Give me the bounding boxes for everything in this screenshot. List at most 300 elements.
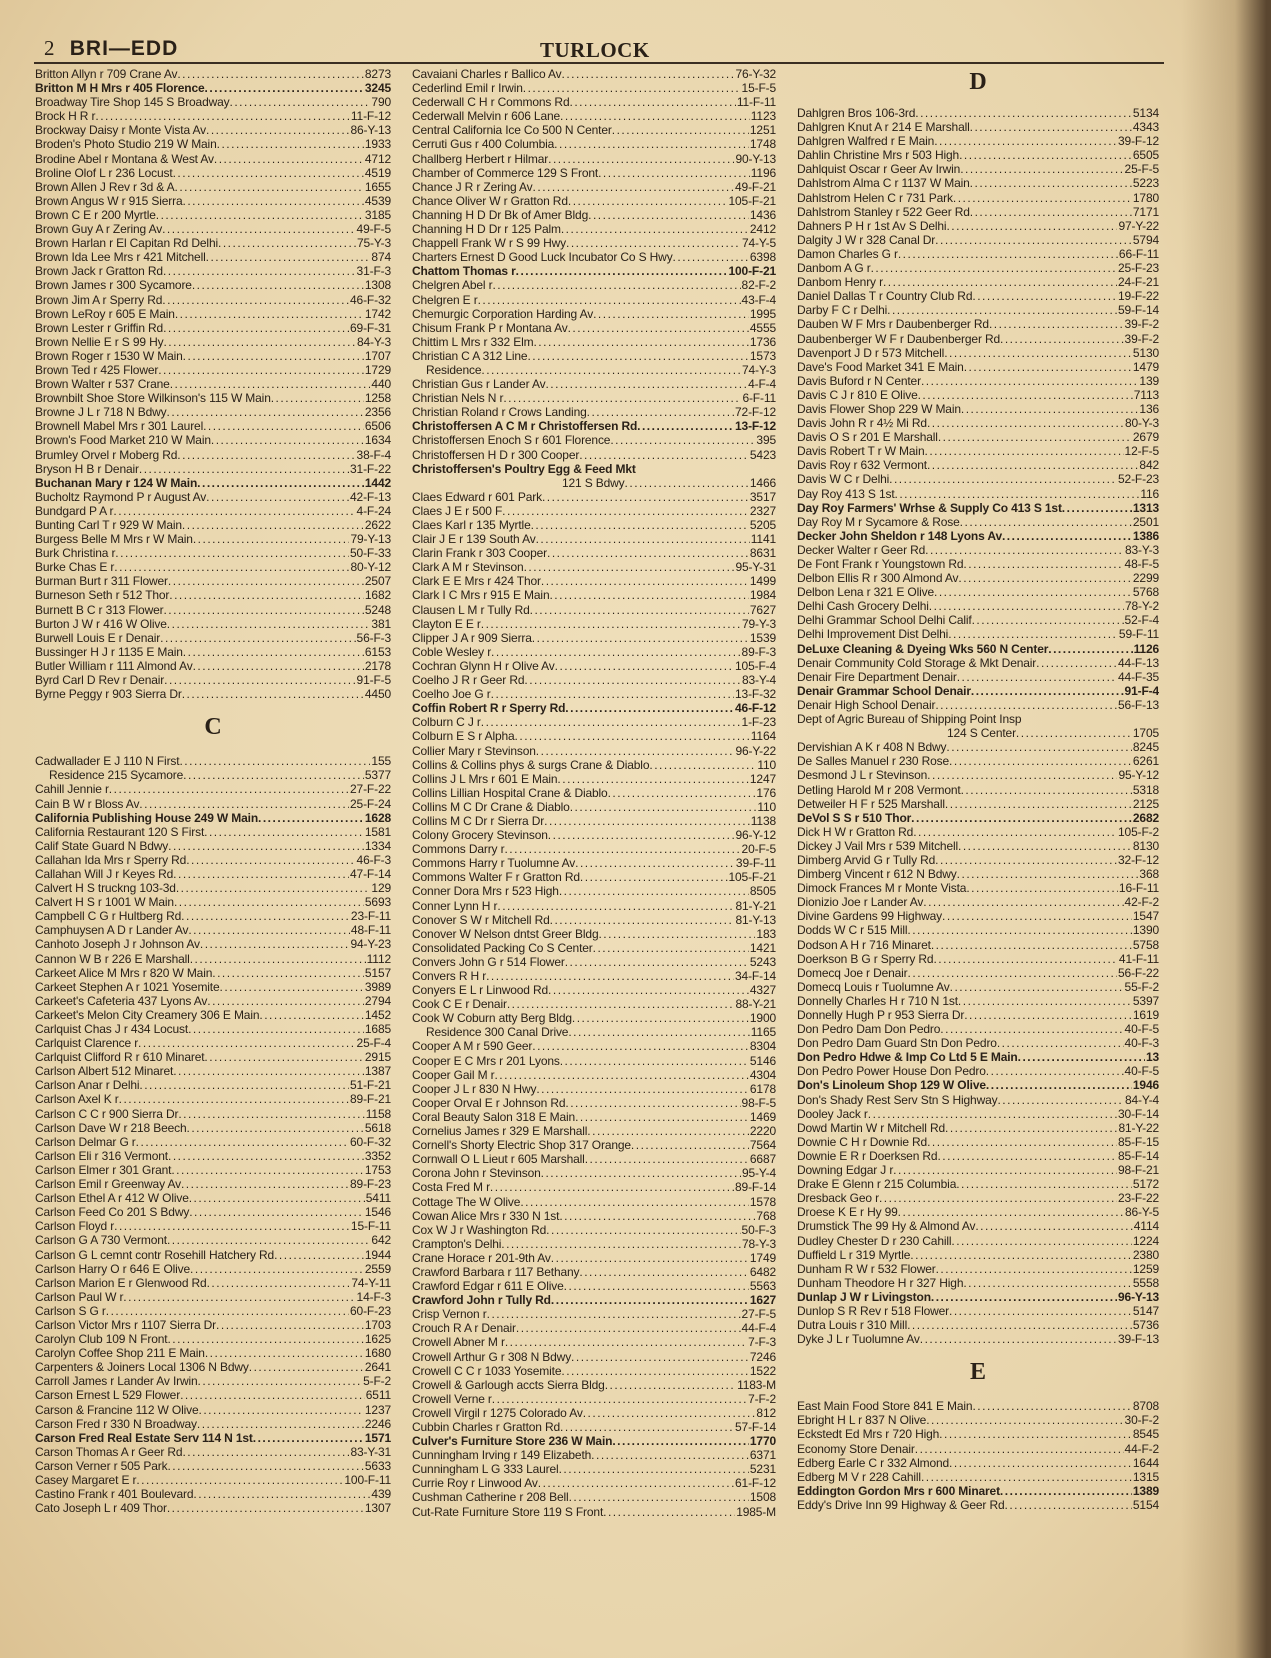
phone-number: 5243 bbox=[749, 954, 776, 969]
dot-leader bbox=[170, 377, 371, 391]
dot-leader bbox=[504, 842, 740, 856]
listing-name: Damon Charles G r bbox=[797, 246, 898, 261]
listing-row bbox=[35, 1388, 391, 1402]
listing-row bbox=[35, 1290, 391, 1304]
phone-number: 1748 bbox=[749, 137, 776, 152]
listing-name: Burnett B C r 313 Flower bbox=[35, 602, 164, 617]
dot-leader bbox=[935, 698, 1117, 712]
phone-number: 83-Y-3 bbox=[1124, 542, 1159, 557]
listing-name: Cederwall C H r Commons Rd bbox=[412, 95, 570, 110]
listing-name: Residence 215 Sycamore bbox=[49, 768, 184, 783]
listing-row bbox=[35, 1121, 391, 1135]
phone-number: 49-F-5 bbox=[356, 222, 391, 237]
phone-number: 5223 bbox=[1132, 176, 1159, 191]
listing-row bbox=[797, 303, 1159, 317]
phone-number: 24-F-21 bbox=[1118, 275, 1159, 290]
listing-row bbox=[35, 321, 391, 335]
phone-number: 83-Y-4 bbox=[741, 673, 776, 688]
listing-name: Consolidated Packing Co S Center bbox=[412, 940, 593, 955]
dot-leader bbox=[533, 180, 734, 194]
phone-number: 25-F-4 bbox=[356, 1036, 391, 1051]
phone-number: 42-F-13 bbox=[350, 489, 391, 504]
listing-row bbox=[412, 278, 776, 292]
phone-number: 89-F-23 bbox=[350, 1177, 391, 1192]
phone-number: 46-F-32 bbox=[350, 292, 391, 307]
dot-leader bbox=[907, 923, 1132, 937]
listing-name: Denair Grammar School Denair bbox=[797, 683, 971, 698]
listing-row bbox=[35, 966, 391, 980]
dot-leader bbox=[579, 1265, 749, 1279]
dot-leader bbox=[927, 416, 1124, 430]
listing-name: Cain B W r Bloss Av bbox=[35, 796, 140, 811]
dot-leader bbox=[887, 303, 1117, 317]
listing-name: Dudley Chester D r 230 Cahill bbox=[797, 1233, 952, 1248]
listing-row bbox=[412, 1293, 776, 1307]
listing-name: Cut-Rate Furniture Store 119 S Front bbox=[412, 1504, 604, 1519]
listing-row bbox=[412, 546, 776, 560]
listing-row bbox=[35, 1205, 391, 1219]
phone-number: 60-F-23 bbox=[350, 1303, 391, 1318]
dot-leader bbox=[168, 1149, 364, 1163]
listing-name: Collins Lillian Hospital Crane & Diablo bbox=[412, 785, 608, 800]
phone-number: 2412 bbox=[749, 222, 776, 237]
dot-leader bbox=[546, 1223, 740, 1237]
listing-name: Cook C E r Denair bbox=[412, 997, 507, 1012]
listing-name: Carlson Albert 512 Minaret bbox=[35, 1064, 174, 1079]
directory-column-2 bbox=[412, 67, 776, 1519]
dot-leader bbox=[612, 123, 749, 137]
dot-leader bbox=[536, 1082, 749, 1096]
listing-row bbox=[412, 137, 776, 151]
listing-row bbox=[412, 67, 776, 81]
listing-row bbox=[797, 472, 1159, 486]
listing-name: Davis Robert T r W Main bbox=[797, 444, 925, 459]
listing-name: De Salles Manuel r 230 Rose bbox=[797, 754, 950, 769]
listing-row bbox=[797, 176, 1159, 190]
listing-name: Collins M C Dr r Sierra Dr bbox=[412, 813, 545, 828]
listing-name: Culver's Furniture Store 236 W Main bbox=[412, 1434, 613, 1449]
phone-number: 1386 bbox=[1132, 528, 1159, 543]
phone-number: 7-F-3 bbox=[748, 1335, 776, 1350]
listing-row bbox=[797, 1456, 1159, 1470]
listing-row bbox=[35, 1022, 391, 1036]
listing-name: Dyke J L r Tuolumne Av bbox=[797, 1332, 920, 1347]
phone-number: 1315 bbox=[1132, 1469, 1159, 1484]
phone-number: 105-F-2 bbox=[1118, 824, 1159, 839]
listing-row bbox=[35, 617, 391, 631]
listing-name: Denair High School Denair bbox=[797, 697, 936, 712]
listing-name: Davis W C r Delhi bbox=[797, 472, 890, 487]
dot-leader bbox=[559, 1209, 755, 1223]
phone-number: 81-Y-22 bbox=[1118, 1120, 1159, 1135]
listing-name: Dimberg Vincent r 612 N Bdwy bbox=[797, 867, 957, 882]
listing-row bbox=[412, 307, 776, 321]
dot-leader bbox=[183, 768, 364, 782]
listing-row bbox=[412, 1011, 776, 1025]
listing-row bbox=[35, 518, 391, 532]
dot-leader bbox=[541, 574, 749, 588]
listing-name: Cavaiani Charles r Ballico Av bbox=[412, 67, 562, 81]
phone-number: 4539 bbox=[364, 193, 391, 208]
listing-name: Dahlstrom Stanley r 522 Geer Rd bbox=[797, 204, 970, 219]
dot-leader bbox=[957, 867, 1139, 881]
listing-row bbox=[797, 360, 1159, 374]
listing-name: Drumstick The 99 Hy & Almond Av bbox=[797, 1219, 976, 1234]
listing-row bbox=[412, 1448, 776, 1462]
section-letter-heading: D bbox=[969, 69, 987, 95]
listing-name: Carlson Delmar G r bbox=[35, 1134, 136, 1149]
phone-number: 1900 bbox=[749, 1011, 776, 1026]
dot-leader bbox=[971, 684, 1124, 698]
dot-leader bbox=[612, 1434, 749, 1448]
dot-leader bbox=[189, 1191, 365, 1205]
listing-row bbox=[35, 208, 391, 222]
dot-leader bbox=[935, 233, 1132, 247]
listing-name: Cannon W B r 226 E Marshall bbox=[35, 951, 190, 966]
listing-name: Crampton's Delhi bbox=[412, 1236, 502, 1251]
phone-number: 5147 bbox=[1132, 1303, 1159, 1318]
listing-name: Detling Harold M r 208 Vermont bbox=[797, 782, 961, 797]
listing-row bbox=[797, 923, 1159, 937]
listing-row bbox=[797, 768, 1159, 782]
listing-row bbox=[35, 278, 391, 292]
listing-name: Delbon Ellis R r 300 Almond Av bbox=[797, 571, 959, 586]
listing-row bbox=[412, 448, 776, 462]
phone-number: 1729 bbox=[364, 362, 391, 377]
phone-number: 81-Y-21 bbox=[735, 898, 776, 913]
listing-name: East Main Food Store 841 E Main bbox=[797, 1399, 973, 1414]
dot-leader bbox=[491, 687, 734, 701]
listing-name: Davis Buford r N Center bbox=[797, 373, 921, 388]
dot-leader bbox=[206, 250, 371, 264]
listing-row bbox=[797, 1036, 1159, 1050]
listing-row bbox=[412, 744, 776, 758]
phone-number: 13-F-32 bbox=[735, 687, 776, 702]
phone-number: 40-F-5 bbox=[1124, 1064, 1159, 1079]
listing-name: Carlson Elmer r 301 Grant bbox=[35, 1162, 172, 1177]
listing-name: Bunting Carl T r 929 W Main bbox=[35, 518, 182, 532]
listing-name: Claes Karl r 135 Myrtle bbox=[412, 518, 531, 532]
phone-number: 95-Y-12 bbox=[1118, 768, 1159, 783]
dot-leader bbox=[183, 194, 364, 208]
dot-leader bbox=[544, 814, 750, 828]
listing-name: Cederlind Emil r Irwin bbox=[412, 81, 523, 96]
listing-row bbox=[35, 645, 391, 659]
dot-leader bbox=[192, 278, 364, 292]
phone-number: 83-Y-31 bbox=[350, 1444, 391, 1459]
listing-name: Castino Frank r 401 Boulevard bbox=[35, 1487, 194, 1502]
listing-row bbox=[35, 419, 391, 433]
dot-leader bbox=[997, 1093, 1124, 1107]
listing-name: Brown Guy A r Zering Av bbox=[35, 222, 163, 237]
dot-leader bbox=[939, 1427, 1132, 1441]
phone-number: 81-Y-13 bbox=[735, 912, 776, 927]
listing-name: Conover S W r Mitchell Rd bbox=[412, 912, 550, 927]
dot-leader bbox=[587, 405, 734, 419]
phone-number: 3517 bbox=[749, 489, 776, 504]
phone-number: 5377 bbox=[364, 768, 391, 783]
listing-row bbox=[412, 476, 776, 490]
dot-leader bbox=[109, 782, 349, 796]
phone-number: 8505 bbox=[749, 884, 776, 899]
listing-name: Christian Nels N r bbox=[412, 391, 504, 406]
dot-leader bbox=[940, 1022, 1123, 1036]
listing-name: 121 S Bdwy bbox=[562, 475, 625, 490]
phone-number: 95-Y-31 bbox=[735, 560, 776, 575]
phone-number: 1126 bbox=[1133, 641, 1159, 656]
listing-row bbox=[797, 1484, 1159, 1498]
listing-name: Dahlgren Knut A r 214 E Marshall bbox=[797, 120, 970, 135]
listing-row bbox=[35, 194, 391, 208]
phone-number: 1682 bbox=[364, 588, 391, 603]
dot-leader bbox=[258, 811, 364, 825]
dot-leader bbox=[113, 504, 355, 518]
listing-name: Brown C E r 200 Myrtle bbox=[35, 207, 156, 222]
listing-name: Crowell Verne r bbox=[412, 1391, 492, 1406]
phone-number: 8245 bbox=[1132, 740, 1159, 755]
listing-row bbox=[797, 120, 1159, 134]
phone-number: 42-F-2 bbox=[1124, 895, 1159, 910]
listing-name: Carlson C C r 900 Sierra Dr bbox=[35, 1106, 179, 1121]
dot-leader bbox=[536, 744, 735, 758]
phone-number: 96-Y-22 bbox=[735, 743, 776, 758]
listing-row bbox=[412, 701, 776, 715]
listing-row bbox=[797, 402, 1159, 416]
listing-row bbox=[412, 419, 776, 433]
phone-number: 1165 bbox=[750, 1025, 776, 1040]
listing-row bbox=[35, 1233, 391, 1247]
dot-leader bbox=[189, 1205, 364, 1219]
phone-number: 1705 bbox=[1132, 726, 1159, 741]
listing-name: Don Pedro Dam Don Pedro bbox=[797, 1022, 941, 1037]
listing-row bbox=[35, 307, 391, 321]
dot-leader bbox=[106, 1304, 349, 1318]
listing-name: Conner Lynn H r bbox=[412, 898, 498, 913]
listing-row bbox=[412, 81, 776, 95]
phone-number: 5411 bbox=[365, 1191, 391, 1206]
dot-leader bbox=[1036, 656, 1117, 670]
dot-leader bbox=[536, 532, 750, 546]
listing-row bbox=[797, 825, 1159, 839]
phone-number: 5134 bbox=[1132, 106, 1159, 120]
dot-leader bbox=[560, 109, 750, 123]
dot-leader bbox=[197, 476, 364, 490]
dot-leader bbox=[566, 236, 741, 250]
listing-row bbox=[35, 952, 391, 966]
phone-number: 31-F-22 bbox=[350, 461, 391, 476]
dot-leader bbox=[274, 1248, 364, 1262]
dot-leader bbox=[1048, 642, 1132, 656]
phone-number: 381 bbox=[371, 616, 391, 631]
dot-leader bbox=[220, 980, 364, 994]
dot-leader bbox=[193, 1487, 370, 1501]
listing-name: Buchanan Mary r 124 W Main bbox=[35, 475, 198, 490]
listing-row bbox=[797, 740, 1159, 754]
phone-number: 3245 bbox=[364, 81, 391, 96]
phone-number: 1680 bbox=[364, 1346, 391, 1361]
dot-leader bbox=[532, 631, 749, 645]
listing-row bbox=[797, 1064, 1159, 1078]
listing-row bbox=[797, 1177, 1159, 1191]
phone-number: 1625 bbox=[364, 1332, 391, 1347]
dot-leader bbox=[568, 321, 749, 335]
page-number: 2 bbox=[44, 36, 55, 60]
listing-name: Carkeet Alice M Mrs r 820 W Main bbox=[35, 965, 213, 980]
listing-row bbox=[412, 123, 776, 137]
listing-name: Charters Ernest D Good Luck Incubator Co S Hwy bbox=[412, 250, 673, 265]
dot-leader bbox=[561, 1364, 749, 1378]
listing-row bbox=[412, 321, 776, 335]
phone-number: 46-F-12 bbox=[735, 701, 776, 716]
phone-number: 97-Y-22 bbox=[1118, 218, 1159, 233]
listing-name: Christoffersen H D r 300 Cooper bbox=[412, 447, 580, 462]
listing-name: Britton Allyn r 709 Crane Av bbox=[35, 67, 178, 81]
phone-number: 5130 bbox=[1132, 345, 1159, 360]
listing-name: Carlson S G r bbox=[35, 1303, 106, 1318]
dot-leader bbox=[182, 518, 364, 532]
phone-number: 74-Y-3 bbox=[741, 362, 776, 377]
dot-leader bbox=[910, 1248, 1132, 1262]
dot-leader bbox=[502, 504, 749, 518]
phone-number: 642 bbox=[371, 1233, 391, 1248]
dot-leader bbox=[173, 1064, 364, 1078]
listing-name: Clark I C Mrs r 915 E Main bbox=[412, 588, 550, 603]
listing-row bbox=[412, 1110, 776, 1124]
listing-row bbox=[412, 941, 776, 955]
listing-name: Calvert H S truckng 103-3d bbox=[35, 881, 176, 896]
listing-name: Camphuysen A D r Lander Av bbox=[35, 923, 189, 938]
dot-leader bbox=[920, 1332, 1117, 1346]
listing-name: Chelgren E r bbox=[412, 292, 478, 307]
listing-name: Clair J E r 139 South Av bbox=[412, 532, 536, 547]
listing-row bbox=[35, 137, 391, 151]
dot-leader bbox=[530, 603, 749, 617]
dot-leader bbox=[970, 205, 1132, 219]
listing-name: Crowell & Garlough accts Sierra Bldg bbox=[412, 1377, 605, 1392]
listing-name: Cooper Gail M r bbox=[412, 1067, 495, 1082]
dot-leader bbox=[946, 740, 1132, 754]
phone-number: 768 bbox=[756, 1208, 776, 1223]
phone-number: 5146 bbox=[749, 1053, 776, 1068]
listing-name: Currie Roy r Linwood Av bbox=[412, 1476, 538, 1491]
dot-leader bbox=[565, 701, 734, 715]
listing-row bbox=[35, 909, 391, 923]
dot-leader bbox=[492, 278, 740, 292]
dot-leader bbox=[571, 1350, 749, 1364]
dot-leader bbox=[136, 1473, 343, 1487]
phone-number: 50-F-3 bbox=[741, 1222, 776, 1237]
listing-row bbox=[35, 937, 391, 951]
dot-leader bbox=[1005, 1498, 1132, 1512]
phone-number: 14-F-3 bbox=[356, 1289, 391, 1304]
dot-leader bbox=[562, 67, 735, 81]
directory-column-3 bbox=[797, 67, 1159, 1512]
phone-number: 6153 bbox=[364, 644, 391, 659]
dot-leader bbox=[931, 1290, 1117, 1304]
phone-number: 1946 bbox=[1132, 1078, 1159, 1093]
dot-leader bbox=[585, 1152, 749, 1166]
phone-number: 59-F-14 bbox=[1118, 303, 1159, 318]
listing-row bbox=[412, 166, 776, 180]
listing-row bbox=[412, 335, 776, 349]
listing-row bbox=[412, 588, 776, 602]
listing-row bbox=[412, 1378, 776, 1392]
phone-number: 11-F-11 bbox=[736, 95, 776, 110]
dot-leader bbox=[915, 1442, 1124, 1456]
phone-number: 2125 bbox=[1132, 796, 1159, 811]
listing-row bbox=[35, 1487, 391, 1501]
listing-name: Drake E Glenn r 215 Columbia bbox=[797, 1177, 957, 1192]
listing-row bbox=[797, 613, 1159, 627]
phone-number: 1259 bbox=[1132, 1261, 1159, 1276]
listing-row bbox=[35, 631, 391, 645]
phone-number: 1581 bbox=[364, 824, 391, 839]
page-edge-shadow bbox=[1181, 0, 1271, 1658]
dot-leader bbox=[958, 839, 1132, 853]
dot-leader bbox=[579, 448, 749, 462]
listing-row bbox=[35, 1064, 391, 1078]
listing-name: Eckstedt Ed Mrs r 720 High bbox=[797, 1427, 940, 1442]
listing-name: Casey Margaret E r bbox=[35, 1473, 137, 1487]
dot-leader bbox=[569, 1490, 749, 1504]
dot-leader bbox=[503, 391, 741, 405]
listing-row bbox=[412, 1223, 776, 1237]
dot-leader bbox=[960, 515, 1132, 529]
listing-name: Coelho J R r Geer Rd bbox=[412, 673, 525, 688]
listing-name: Browne J L r 718 N Bdwy bbox=[35, 405, 167, 420]
dot-leader bbox=[163, 264, 356, 278]
listing-row bbox=[412, 899, 776, 913]
directory-column-1 bbox=[35, 67, 391, 1515]
listing-row bbox=[797, 1413, 1159, 1427]
dot-leader bbox=[114, 1219, 350, 1233]
phone-number: 1780 bbox=[1132, 190, 1159, 205]
listing-name: Davenport J D r 573 Mitchell bbox=[797, 345, 945, 360]
listing-row bbox=[35, 250, 391, 264]
listing-name: Brown Ted r 425 Flower bbox=[35, 362, 159, 377]
listing-row bbox=[35, 782, 391, 796]
dot-leader bbox=[174, 895, 364, 909]
phone-number: 30-F-14 bbox=[1118, 1106, 1159, 1121]
phone-number: 129 bbox=[371, 881, 391, 896]
listing-name: Ebright H L r 837 N Olive bbox=[797, 1413, 927, 1428]
listing-row bbox=[797, 952, 1159, 966]
dot-leader bbox=[478, 293, 741, 307]
listing-row bbox=[35, 1445, 391, 1459]
dot-leader bbox=[204, 825, 364, 839]
listing-name: Dahlstrom Helen C r 731 Park bbox=[797, 190, 953, 205]
listing-row bbox=[412, 363, 776, 377]
listing-row bbox=[412, 1209, 776, 1223]
phone-number: 8545 bbox=[1132, 1427, 1159, 1442]
listing-row bbox=[35, 1149, 391, 1163]
dot-leader bbox=[136, 1135, 349, 1149]
listing-name: Dunham R W r 532 Flower bbox=[797, 1261, 936, 1276]
phone-number: 78-Y-2 bbox=[1124, 599, 1159, 614]
listing-name: Decker John Sheldon r 148 Lyons Av bbox=[797, 528, 1002, 543]
dot-leader bbox=[217, 137, 364, 151]
listing-name: Carlson Victor Mrs r 1107 Sierra Dr bbox=[35, 1317, 217, 1332]
dot-leader bbox=[986, 1078, 1132, 1092]
listing-name: Coffin Robert R r Sperry Rd bbox=[412, 701, 566, 716]
phone-number: 74-Y-11 bbox=[351, 1275, 391, 1290]
listing-row bbox=[797, 247, 1159, 261]
phone-number: 1389 bbox=[1132, 1483, 1159, 1498]
listing-row bbox=[35, 1191, 391, 1205]
listing-name: California Publishing House 249 W Main bbox=[35, 810, 258, 825]
phone-number: 27-F-5 bbox=[741, 1307, 776, 1322]
listing-row bbox=[35, 1304, 391, 1318]
